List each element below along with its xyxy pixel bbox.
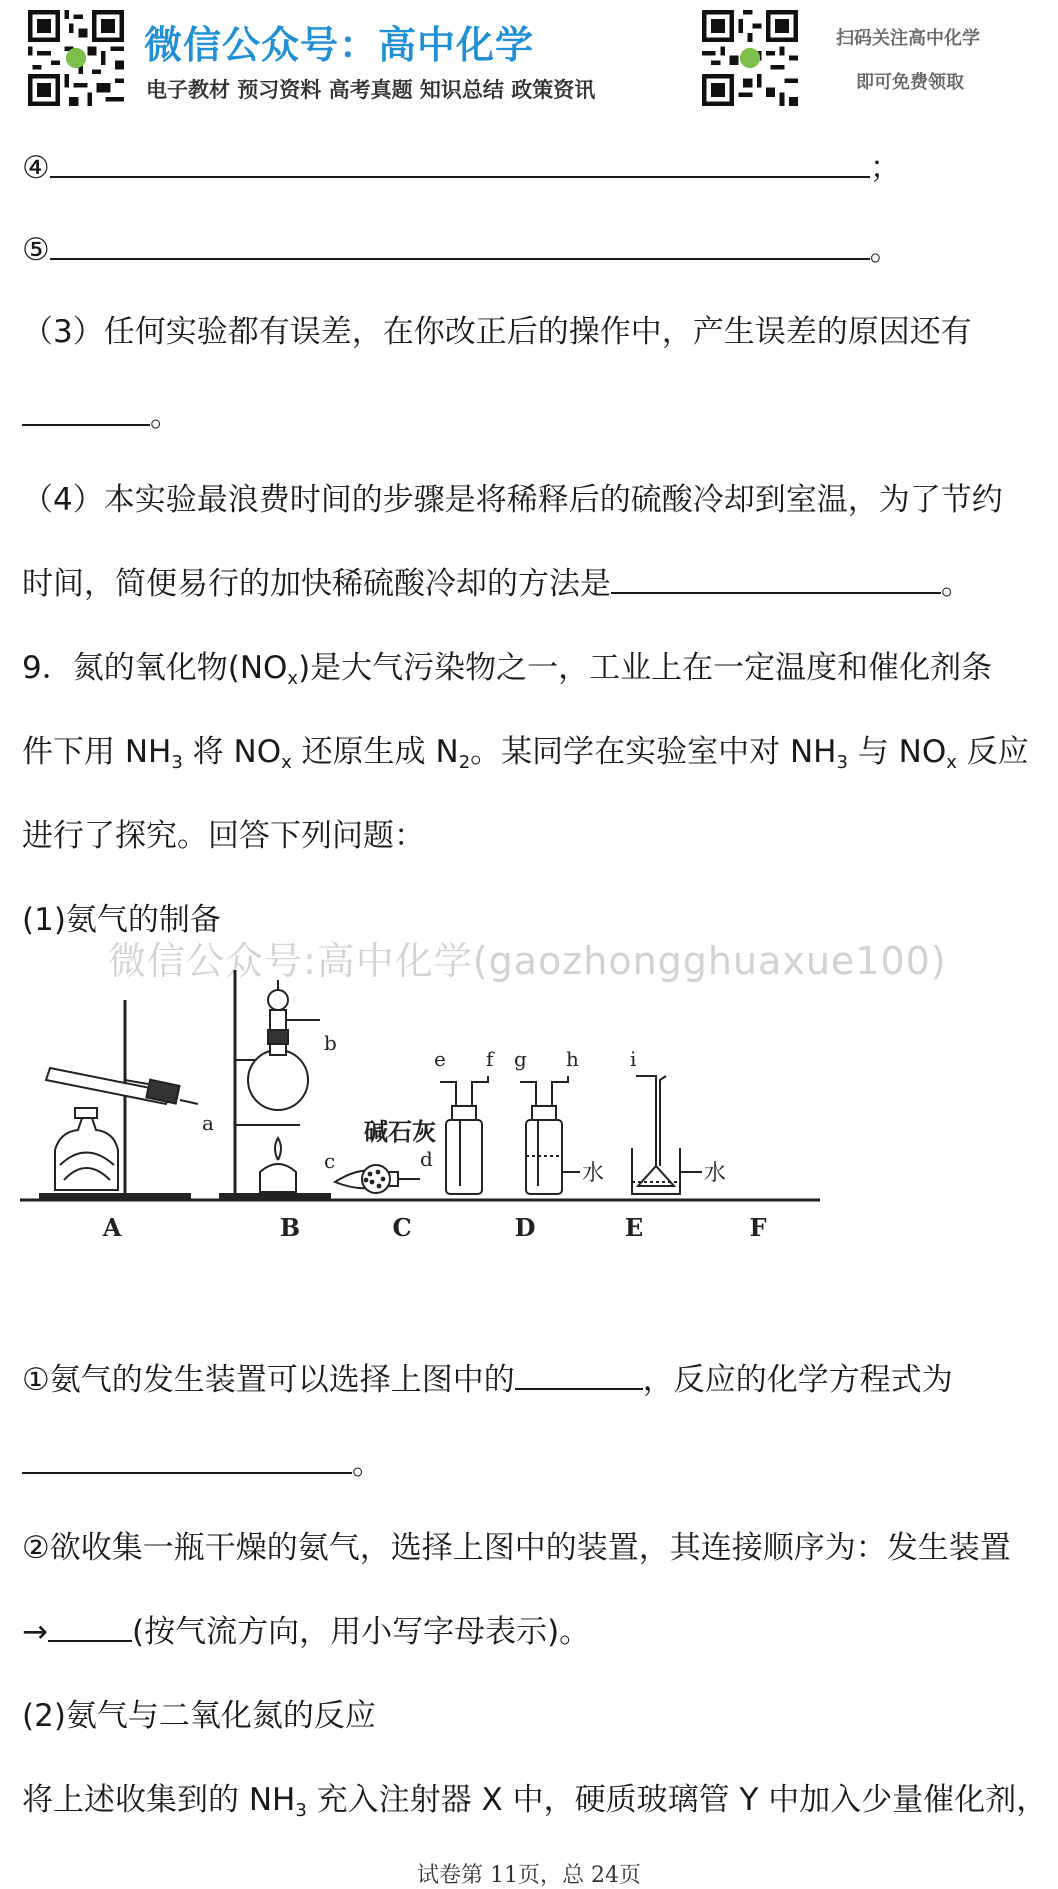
punctuation: 。 — [150, 398, 181, 434]
subscript: x — [946, 752, 957, 773]
text: 还原生成 N — [291, 734, 459, 770]
question-3-text: （3）任何实验都有误差，在你改正后的操作中，产生误差的原因还有 — [22, 314, 972, 350]
part-1-question-2-answer — [22, 1612, 590, 1652]
text: 。某同学在实验室中对 NH — [470, 734, 837, 770]
port-label: h — [566, 1047, 579, 1071]
question-text: ①氨气的发生装置可以选择上图中的 — [22, 1362, 515, 1398]
arrow: → — [22, 1614, 48, 1650]
question-4-text: （4）本实验最浪费时间的步骤是将稀释后的硫酸冷却到室温，为了节约 — [22, 482, 1003, 518]
subscript: 2 — [458, 752, 471, 773]
item-number: ⑤ — [22, 232, 50, 268]
question-9-line-1 — [22, 648, 992, 699]
port-label: d — [420, 1147, 433, 1171]
answer-blank[interactable] — [515, 1360, 643, 1390]
apparatus-diagram — [20, 960, 840, 1245]
apparatus-label: F — [749, 1213, 767, 1242]
text: 与 NO — [847, 734, 947, 770]
part-1-title: (1)氨气的制备 — [22, 902, 221, 938]
question-9-line-3: 进行了探究。回答下列问题： — [22, 818, 425, 854]
port-label: f — [486, 1047, 494, 1071]
port-label: g — [514, 1047, 527, 1071]
port-label: e — [434, 1047, 446, 1071]
punctuation: 。 — [941, 566, 972, 602]
answer-line-5 — [22, 230, 901, 270]
question-3-answer — [22, 396, 181, 436]
port-label: c — [324, 1149, 336, 1173]
question-text: 时间，简便易行的加快稀硫酸冷却的方法是 — [22, 566, 611, 602]
punctuation: ； — [869, 150, 901, 186]
text: 将 NO — [182, 734, 282, 770]
part-2-title: (2)氨气与二氧化氮的反应 — [22, 1698, 376, 1734]
port-label: i — [630, 1047, 637, 1071]
scan-hint-line1: 扫码关注高中化学 — [836, 28, 980, 49]
part-1-question-1 — [22, 1360, 953, 1400]
reagent-label: 碱石灰 — [364, 1117, 436, 1146]
water-label-f: 水 — [704, 1161, 727, 1186]
text: 9．氮的氧化物(NO — [22, 650, 288, 686]
item-number: ④ — [22, 150, 50, 186]
page-footer: 试卷第 11页，总 24页 — [417, 1863, 641, 1888]
water-label-e: 水 — [582, 1161, 605, 1186]
subscript: 3 — [836, 752, 848, 773]
scan-hint-line2: 即可免费领取 — [856, 72, 964, 93]
qr-code-icon[interactable] — [28, 10, 124, 106]
subscript: 3 — [171, 752, 183, 773]
page-header — [0, 0, 1058, 120]
answer-blank[interactable] — [611, 564, 941, 594]
punctuation: 。 — [352, 1446, 383, 1482]
answer-blank[interactable] — [22, 396, 150, 426]
question-text: ，反应的化学方程式为 — [642, 1362, 953, 1398]
text: 充入注射器 X 中，硬质玻璃管 Y 中加入少量催化剂， — [306, 1782, 1048, 1818]
text: 将上述收集到的 NH — [22, 1782, 296, 1818]
answer-blank[interactable] — [50, 148, 870, 178]
text: 反应 — [956, 734, 1029, 770]
apparatus-figure — [20, 960, 840, 1245]
subscript: x — [287, 668, 299, 689]
answer-blank[interactable] — [22, 1444, 352, 1474]
apparatus-label: B — [279, 1213, 301, 1242]
answer-line-4 — [22, 148, 901, 188]
apparatus-label: E — [624, 1213, 644, 1242]
apparatus-label: D — [514, 1213, 536, 1242]
part-1-question-1-answer — [22, 1444, 383, 1484]
punctuation: 。 — [869, 232, 901, 268]
port-label: b — [324, 1031, 337, 1055]
apparatus-label: C — [392, 1213, 412, 1242]
answer-blank[interactable] — [48, 1612, 132, 1642]
port-label: a — [202, 1111, 214, 1135]
subscript: x — [281, 752, 292, 773]
brand-subtitle: 电子教材 预习资料 高考真题 知识总结 政策资讯 — [146, 78, 596, 102]
text: )是大气污染物之一，工业上在一定温度和催化剂条 — [298, 650, 993, 686]
qr-code-icon[interactable] — [702, 10, 798, 106]
text: 件下用 NH — [22, 734, 172, 770]
brand-title: 微信公众号：高中化学 — [144, 23, 535, 67]
part-2-line — [22, 1780, 1047, 1831]
apparatus-label: A — [102, 1213, 122, 1242]
question-4-text-2 — [22, 564, 972, 604]
answer-blank[interactable] — [50, 230, 870, 260]
part-1-question-2: ②欲收集一瓶干燥的氨气，选择上图中的装置，其连接顺序为：发生装置 — [22, 1530, 1011, 1566]
watermark: 微信公众号:高中化学(gaozhongghuaxue100) — [108, 939, 947, 983]
question-9-line-2 — [22, 732, 1029, 783]
subscript: 3 — [295, 1800, 307, 1821]
question-text: (按气流方向，用小写字母表示)。 — [131, 1614, 591, 1650]
